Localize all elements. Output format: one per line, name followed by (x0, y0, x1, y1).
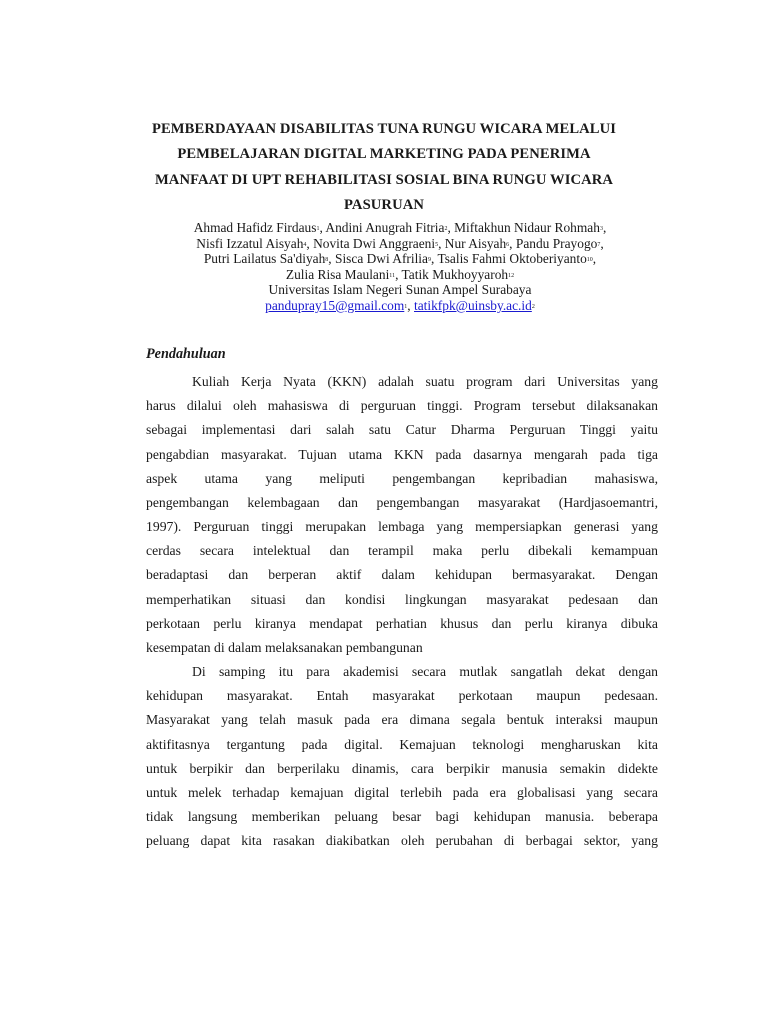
author-mark: 4 (303, 241, 307, 248)
author-mark: 9 (427, 257, 431, 264)
paragraph-line: pengabdian masyarakat. Tujuan utama KKN pada dasarnya mengarah pada tiga (146, 446, 658, 462)
author-mark: 6 (506, 241, 510, 248)
author-mark: 5 (435, 241, 439, 248)
author-separator: , (602, 220, 607, 235)
paragraph-line: Di samping itu para akademisi secara mutlak sangatlah dekat dengan (192, 664, 658, 680)
author-line (100, 236, 700, 252)
author-separator: , (430, 251, 438, 267)
author-mark: 12 (508, 272, 515, 279)
paragraph-line: untuk berpikir dan berperilaku dinamis, cara berpikir manusia semakin didekte (146, 760, 658, 776)
author-name: Andini Anugrah Fitria (325, 220, 445, 235)
author-separator: , (592, 251, 597, 267)
author-name: Sisca Dwi Afrilia (335, 251, 428, 267)
author-separator: , (600, 235, 604, 251)
author-name: Nur Aisyah (444, 235, 507, 251)
author-name: Putri Lailatus Sa'diyah (203, 251, 326, 267)
email-mark: 2 (531, 303, 535, 310)
title-line: PEMBERDAYAAN DISABILITAS TUNA RUNGU WICARA MELALUI (151, 121, 617, 137)
email-link[interactable]: pandupray15@gmail.com (265, 297, 405, 313)
author-mark: 2 (444, 226, 448, 232)
author-name: Miftakhun Nidaur Rohmah (454, 220, 600, 235)
email-mark: 1 (404, 303, 408, 310)
author-line (100, 251, 700, 267)
body-text (146, 370, 658, 853)
author-name: Zulia Risa Maulani (285, 266, 390, 282)
paragraph-line: kehidupan masyarakat. Entah masyarakat perkotaan maupun pedesaan. (146, 688, 658, 704)
email-line (100, 298, 700, 314)
title-line: PASURUAN (344, 197, 424, 214)
author-name: Tatik Mukhoyyaroh (401, 266, 509, 282)
paragraph-line: kesempatan di dalam melaksanakan pembangunan (146, 639, 423, 655)
paragraph-line: Kuliah Kerja Nyata (KKN) adalah suatu program dari Universitas yang (192, 374, 658, 389)
author-mark: 3 (599, 226, 603, 232)
paper-title (120, 117, 648, 219)
author-name: Tsalis Fahmi Oktoberiyanto (437, 251, 587, 267)
paragraph-line: sebagai implementasi dari salah satu Catur Dharma Perguruan Tinggi yaitu (146, 422, 658, 438)
paragraph-line: Masyarakat yang telah masuk pada era dimana segala bentuk interaksi maupun (146, 712, 658, 728)
author-mark: 10 (586, 257, 593, 264)
paragraph-line: memperhatikan situasi dan kondisi lingkungan masyarakat pedesaan dan (146, 591, 658, 607)
paragraph-line: perkotaan perlu kiranya mendapat perhatian khusus dan perlu kiranya dibuka (146, 615, 658, 631)
paragraph-line: pengembangan kelembagaan dan pengembangan masyarakat (Hardjasoemantri, (146, 494, 658, 510)
author-separator: , (438, 235, 445, 251)
paragraph-line: aktifitasnya tergantung pada digital. Kemajuan teknologi mengharuskan kita (146, 736, 658, 752)
paragraph-line: untuk melek terhadap kemajuan digital terlebih pada era globalisasi yang secara (146, 784, 658, 800)
author-mark: 11 (389, 272, 396, 279)
section-heading: Pendahuluan (146, 346, 226, 362)
author-separator: , (509, 235, 516, 251)
author-separator: , (395, 266, 402, 282)
paragraph-line: 1997). Perguruan tinggi merupakan lembaga yang mempersiapkan generasi yang (146, 519, 658, 535)
author-mark: 7 (597, 241, 601, 248)
author-line (100, 220, 700, 236)
author-name: Ahmad Hafidz Firdaus (193, 220, 317, 235)
author-separator: , (306, 235, 314, 251)
author-block (100, 220, 700, 314)
paragraph-line: tidak langsung memberikan peluang besar bagi kehidupan manusia. beberapa (146, 809, 658, 825)
paragraph-line: peluang dapat kita rasakan diakibatkan oleh perubahan di berbagai sektor, yang (146, 833, 658, 849)
paragraph-line: harus dilalui oleh mahasiswa di perguruan tinggi. Program tersebut dilaksanakan (146, 398, 658, 414)
email-link[interactable]: tatikfpk@uinsby.ac.id (414, 297, 532, 313)
author-name: Novita Dwi Anggraeni (313, 235, 436, 251)
title-line: MANFAAT DI UPT REHABILITASI SOSIAL BINA RUNGU WICARA (154, 171, 614, 188)
paragraph-line: cerdas secara intelektual dan terampil maka perlu dibekali kemampuan (146, 543, 658, 559)
author-name: Nisfi Izzatul Aisyah (196, 235, 304, 251)
email-separator: , (407, 297, 414, 313)
title-line: PEMBELAJARAN DIGITAL MARKETING PADA PENERIMA (177, 146, 591, 163)
author-name: Pandu Prayogo (515, 235, 598, 251)
paragraph-line: beradaptasi dan berperan aktif dalam kehidupan bermasyarakat. Dengan (146, 567, 658, 583)
author-line (100, 267, 700, 283)
author-separator: , (319, 220, 326, 235)
paragraph-line: aspek utama yang meliputi pengembangan kepribadian mahasiswa, (146, 470, 658, 486)
author-separator: , (328, 251, 335, 267)
affiliation: Universitas Islam Negeri Sunan Ampel Surabaya (268, 282, 532, 298)
author-separator: , (447, 220, 455, 235)
author-mark: 1 (316, 226, 320, 232)
author-mark: 8 (325, 257, 329, 264)
